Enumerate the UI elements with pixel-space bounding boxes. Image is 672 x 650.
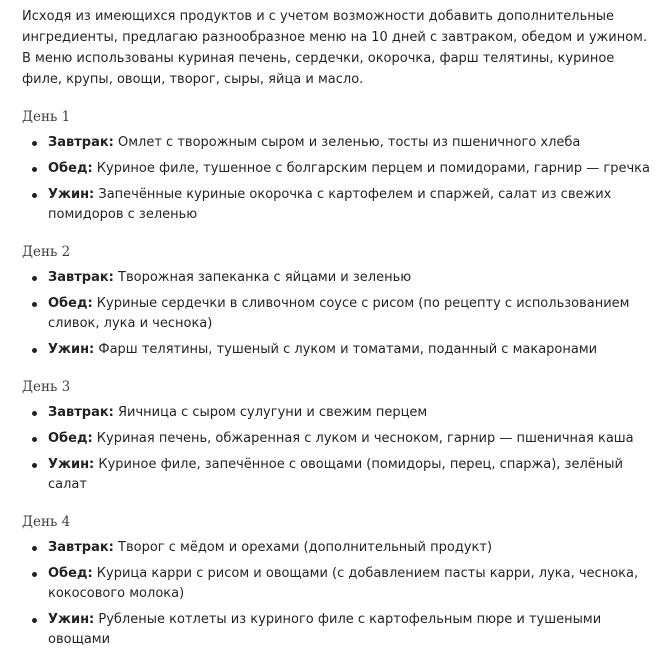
meal-text: Куриная печень, обжаренная с луком и чесноком, гарнир — пшеничная каша	[92, 431, 634, 446]
bullet-icon	[32, 411, 37, 416]
day-heading: День 2	[22, 244, 71, 260]
meal-item-lunch	[22, 294, 654, 334]
meal-label: Завтрак:	[48, 405, 114, 420]
meal-item-breakfast	[22, 403, 654, 423]
meal-label: Обед:	[48, 566, 93, 581]
meal-label: Завтрак:	[48, 540, 114, 555]
bullet-icon	[32, 463, 37, 468]
bullet-icon	[32, 348, 37, 353]
meal-text: Омлет с творожным сыром и зеленью, тосты из пшеничного хлеба	[113, 135, 581, 150]
meal-text: Творог с мёдом и орехами (дополнительный продукт)	[113, 540, 493, 555]
meal-item-lunch	[22, 564, 654, 604]
meal-label: Завтрак:	[48, 135, 114, 150]
meal-text: Творожная запеканка с яйцами и зеленью	[113, 270, 412, 285]
meal-item-lunch	[22, 429, 654, 449]
meal-label: Ужин:	[48, 187, 95, 202]
bullet-icon	[32, 141, 37, 146]
meal-text: Куриные сердечки в сливочном соусе с рисом (по рецепту с использованием сливок, лука и чеснока)	[48, 296, 630, 331]
bullet-icon	[32, 193, 37, 198]
meal-text: Фарш телятины, тушеный с луком и томатами, поданный с макаронами	[94, 342, 598, 357]
day-heading: День 3	[22, 379, 71, 395]
meal-item-dinner	[22, 185, 654, 225]
bullet-icon	[32, 276, 37, 281]
meal-item-lunch	[22, 159, 654, 179]
meal-item-breakfast	[22, 538, 654, 558]
meal-text: Рубленые котлеты из куриного филе с картофельным пюре и тушеными овощами	[48, 612, 602, 647]
bullet-icon	[32, 437, 37, 442]
meal-item-breakfast	[22, 133, 654, 153]
meal-text: Куриное филе, тушенное с болгарским перцем и помидорами, гарнир — гречка	[92, 161, 650, 176]
meal-label: Обед:	[48, 161, 93, 176]
meal-list	[22, 538, 654, 650]
bullet-icon	[32, 618, 37, 623]
meal-text: Запечённые куриные окорочка с картофелем и спаржей, салат из свежих помидоров с зеленью	[48, 187, 612, 222]
meal-list	[22, 403, 654, 495]
meal-item-dinner	[22, 610, 654, 650]
bullet-icon	[32, 572, 37, 577]
day-heading: День 4	[22, 514, 71, 530]
intro-paragraph: Исходя из имеющихся продуктов и с учетом возможности добавить дополнительные ингредиенты, предлагаю разнообразное меню на 10 дней с завтраком, обедом и ужином. В меню использованы куриная печень, сердечки, окорочка, фарш телятины, куриное филе, крупы, овощи, творог, сыры, яйца и масло.	[22, 9, 648, 87]
meal-label: Завтрак:	[48, 270, 114, 285]
meal-label: Обед:	[48, 296, 93, 311]
bullet-icon	[32, 546, 37, 551]
bullet-icon	[32, 302, 37, 307]
meal-label: Обед:	[48, 431, 93, 446]
meal-item-dinner	[22, 455, 654, 495]
bullet-icon	[32, 167, 37, 172]
meal-text: Яичница с сыром сулугуни и свежим перцем	[113, 405, 428, 420]
meal-list	[22, 268, 654, 360]
meal-label: Ужин:	[48, 457, 95, 472]
day-heading: День 1	[22, 109, 71, 125]
meal-label: Ужин:	[48, 612, 95, 627]
meal-text: Курица карри с рисом и овощами (с добавлением пасты карри, лука, чеснока, кокосового молока)	[48, 566, 639, 601]
meal-label: Ужин:	[48, 342, 95, 357]
meal-list	[22, 133, 654, 225]
meal-item-breakfast	[22, 268, 654, 288]
meal-text: Куриное филе, запечённое с овощами (помидоры, перец, спаржа), зелёный салат	[48, 457, 623, 492]
meal-item-dinner	[22, 340, 654, 360]
